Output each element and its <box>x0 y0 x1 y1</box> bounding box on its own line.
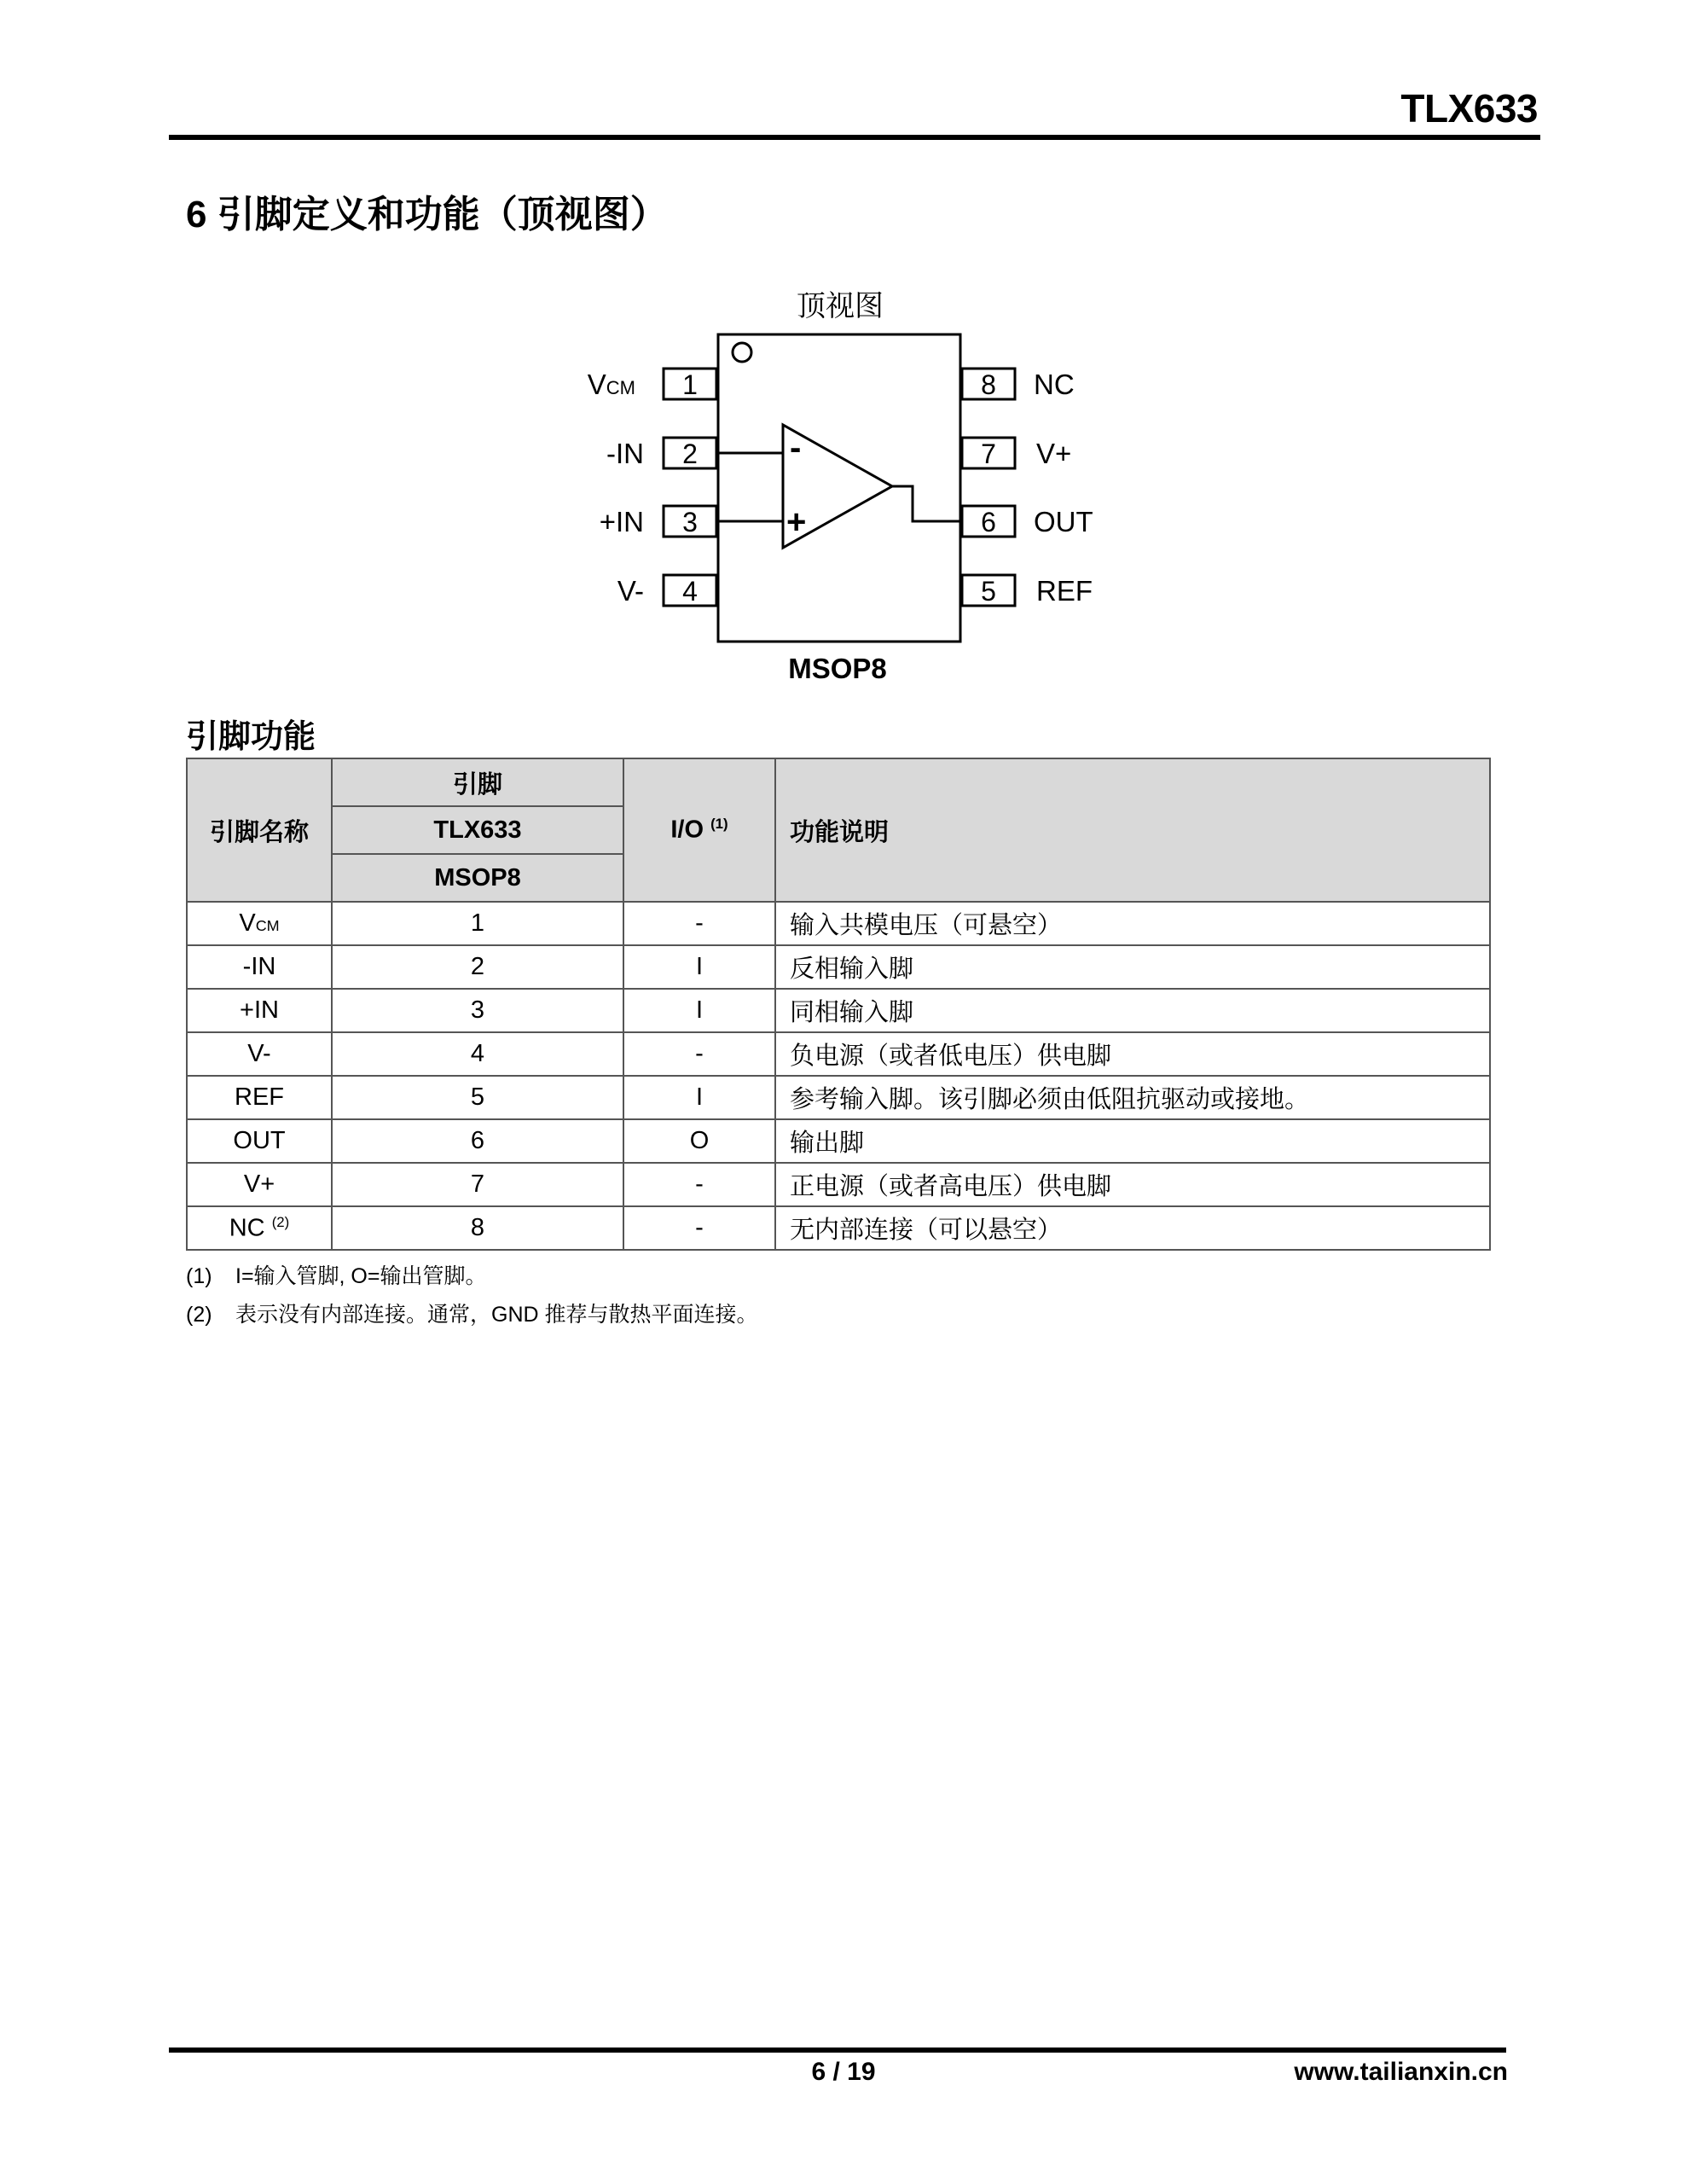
table-row <box>187 945 1490 989</box>
cell-pin: 1 <box>332 902 623 945</box>
cell-pin: 5 <box>332 1076 623 1119</box>
package-label: MSOP8 <box>788 653 887 684</box>
footnote-1: (1) I=输入管脚, O=输出管脚。 <box>186 1264 487 1288</box>
cell-pin: 4 <box>332 1032 623 1076</box>
cell-desc: 参考输入脚。该引脚必须由低阻抗驱动或接地。 <box>775 1076 1490 1119</box>
cell-pin: 3 <box>332 989 623 1032</box>
pin-function-table <box>186 758 1491 1251</box>
package-body <box>718 334 960 642</box>
header-description: 功能说明 <box>775 758 1490 902</box>
cell-io: O <box>623 1119 775 1163</box>
cell-desc: 负电源（或者低电压）供电脚 <box>775 1032 1490 1076</box>
cell-io: I <box>623 1076 775 1119</box>
part-number: TLX633 <box>1400 86 1538 131</box>
footer-rule <box>169 2048 1506 2053</box>
header-device: TLX633 <box>332 806 623 854</box>
table-row <box>187 1076 1490 1119</box>
header-pin-name: 引脚名称 <box>187 758 332 902</box>
svg-text:2: 2 <box>682 439 698 469</box>
left-pin-3 <box>664 506 716 537</box>
svg-text:8: 8 <box>981 369 996 400</box>
cell-io: I <box>623 989 775 1032</box>
pin1-marker <box>733 343 751 362</box>
cell-io: - <box>623 902 775 945</box>
cell-name: V+ <box>187 1163 332 1206</box>
page-number: 6 / 19 <box>811 2058 876 2086</box>
cell-io: - <box>623 1032 775 1076</box>
right-pin-label-8: NC <box>1034 369 1075 400</box>
opamp-plus-sign: + <box>786 503 807 541</box>
svg-text:1: 1 <box>682 369 698 400</box>
svg-text:5: 5 <box>981 576 996 607</box>
website-link[interactable]: www.tailianxin.cn <box>1294 2058 1508 2086</box>
section-title: 6 引脚定义和功能（顶视图） <box>186 194 668 235</box>
svg-text:6: 6 <box>981 507 996 537</box>
table-row <box>187 989 1490 1032</box>
left-pin-label-4: V- <box>617 575 644 607</box>
cell-name: VCM <box>187 902 332 945</box>
cell-name: -IN <box>187 945 332 989</box>
header-pin-group: 引脚 <box>332 758 623 806</box>
cell-io: - <box>623 1163 775 1206</box>
right-pin-label-6: OUT <box>1034 506 1093 537</box>
table-row <box>187 1206 1490 1250</box>
cell-desc: 输出脚 <box>775 1119 1490 1163</box>
left-pin-label-1: VCM <box>587 369 635 400</box>
cell-name: NC $^{(2)}$ <box>187 1206 332 1250</box>
table-row <box>187 1032 1490 1076</box>
cell-pin: 7 <box>332 1163 623 1206</box>
pin-diagram <box>0 273 1687 700</box>
left-pin-label-3: +IN <box>599 506 644 537</box>
cell-pin: 6 <box>332 1119 623 1163</box>
footnote-2: (2) 表示没有内部连接。通常，GND 推荐与散热平面连接。 <box>186 1303 758 1327</box>
diagram-top-label: 顶视图 <box>797 290 884 322</box>
svg-text:3: 3 <box>682 507 698 537</box>
left-pin-2 <box>664 438 716 469</box>
right-pin-7 <box>962 438 1015 469</box>
cell-name: REF <box>187 1076 332 1119</box>
cell-desc: 无内部连接（可以悬空） <box>775 1206 1490 1250</box>
cell-io: I <box>623 945 775 989</box>
right-pin-6 <box>962 506 1015 537</box>
cell-io: - <box>623 1206 775 1250</box>
svg-text:7: 7 <box>981 439 996 469</box>
cell-name: OUT <box>187 1119 332 1163</box>
cell-pin: 2 <box>332 945 623 989</box>
cell-name: V- <box>187 1032 332 1076</box>
cell-desc: 输入共模电压（可悬空） <box>775 902 1490 945</box>
svg-text:4: 4 <box>682 576 698 607</box>
left-pin-label-2: -IN <box>606 438 644 469</box>
left-pin-1 <box>664 369 716 400</box>
cell-desc: 反相输入脚 <box>775 945 1490 989</box>
opamp-minus-sign: - <box>790 429 802 467</box>
table-row <box>187 1119 1490 1163</box>
left-pin-4 <box>664 575 716 607</box>
right-pin-5 <box>962 575 1015 607</box>
wire-out <box>892 486 960 521</box>
right-pin-label-7: V+ <box>1036 438 1072 469</box>
right-pin-label-5: REF <box>1036 575 1093 607</box>
cell-pin: 8 <box>332 1206 623 1250</box>
table-title: 引脚功能 <box>186 719 316 755</box>
header-io: I/O $^{(1)}$ <box>623 758 775 902</box>
table-row <box>187 902 1490 945</box>
cell-desc: 同相输入脚 <box>775 989 1490 1032</box>
header-rule <box>169 135 1540 140</box>
cell-name: +IN <box>187 989 332 1032</box>
right-pin-8 <box>962 369 1015 400</box>
header-package: MSOP8 <box>332 854 623 902</box>
cell-desc: 正电源（或者高电压）供电脚 <box>775 1163 1490 1206</box>
table-row <box>187 1163 1490 1206</box>
